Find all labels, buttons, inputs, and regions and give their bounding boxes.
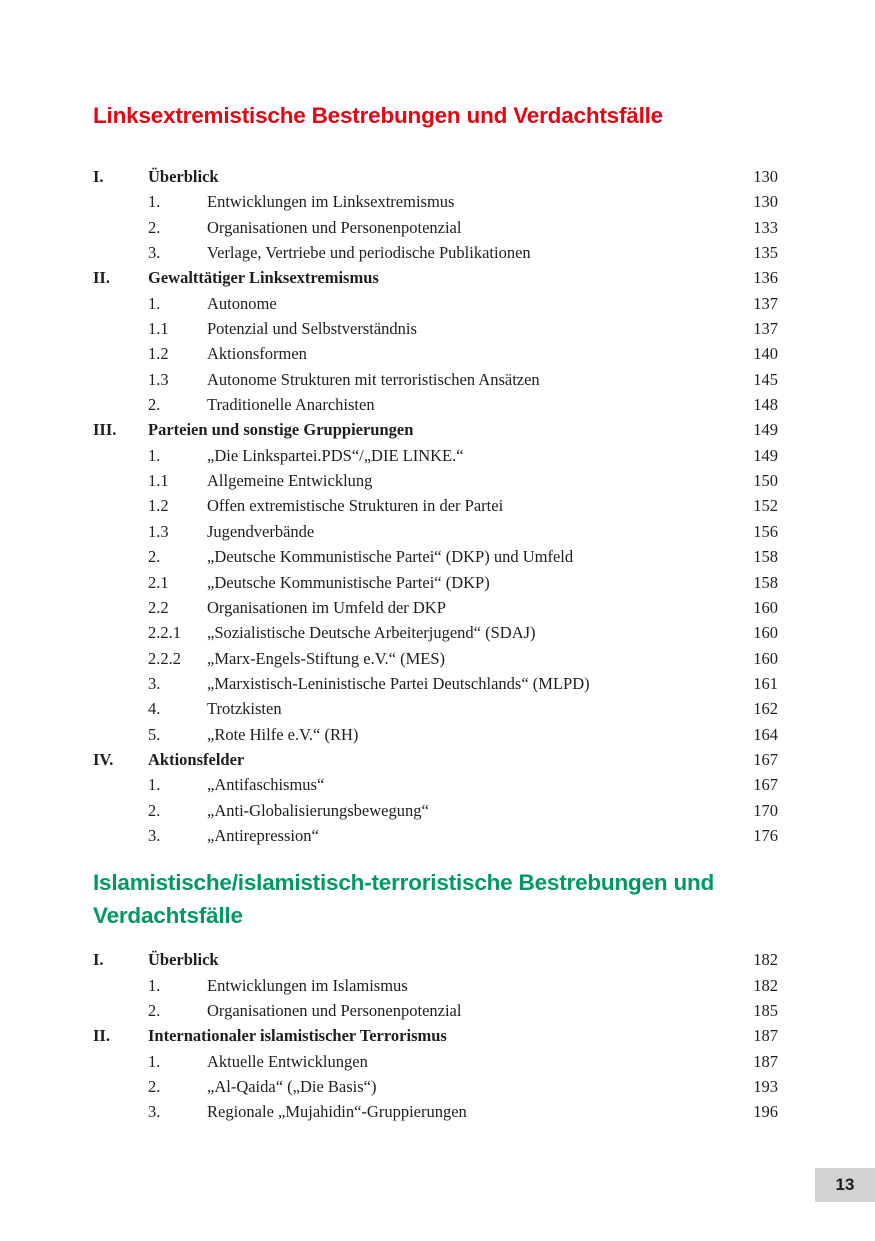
- toc-entry-label: Gewalttätiger Linksextremismus: [148, 268, 379, 288]
- toc-row: [93, 798, 778, 823]
- toc-entry-label: „Marxistisch-Leninistische Partei Deutschlands“ (MLPD): [207, 673, 590, 693]
- toc-row: [93, 823, 778, 848]
- toc-entry-label: „Al-Qaida“ („Die Basis“): [207, 1077, 377, 1096]
- toc-entry-label: „Rote Hilfe e.V.“ (RH): [207, 724, 359, 744]
- toc-row: [93, 570, 778, 595]
- toc-entry-page: 149: [753, 420, 778, 440]
- toc-row: [93, 620, 778, 645]
- toc-entry-label: Organisationen im Umfeld der DKP: [207, 597, 446, 617]
- toc-entry-page: 158: [753, 572, 778, 592]
- toc-entry-label: Aktuelle Entwicklungen: [207, 1051, 368, 1071]
- toc-row: [93, 316, 778, 341]
- toc-entry-page: 187: [753, 1026, 778, 1046]
- toc-entry-page: 156: [753, 521, 778, 541]
- toc-entry-page: 193: [753, 1077, 778, 1096]
- toc-entry-number: 1.3: [148, 521, 169, 541]
- toc-entry-label: Überblick: [148, 167, 219, 186]
- toc-entry-page: 196: [753, 1102, 778, 1122]
- toc-row: [93, 671, 778, 696]
- toc-entry-label: Aktionsformen: [207, 344, 307, 364]
- toc-entry-page: 148: [753, 395, 778, 415]
- toc-entry-page: 182: [753, 975, 778, 995]
- toc-entry-label: Entwicklungen im Linksextremismus: [207, 192, 455, 212]
- toc-row: [93, 722, 778, 747]
- toc-entry-label: Verlage, Vertriebe und periodische Publikationen: [207, 243, 531, 263]
- toc-row: [93, 646, 778, 671]
- section-title-linksextremismus: Linksextremistische Bestrebungen und Verdachtsfälle: [93, 103, 663, 128]
- toc-entry-number: 1.: [148, 445, 161, 465]
- toc-entry-number: 2.: [148, 217, 161, 237]
- page-number-badge: 13: [815, 1168, 875, 1202]
- toc-entry-label: Organisationen und Personenpotenzial: [207, 217, 462, 237]
- toc-entry-label: „Sozialistische Deutsche Arbeiterjugend“ (SDAJ): [207, 623, 536, 643]
- toc-entry-number: 1.3: [148, 369, 169, 389]
- toc-list-islamismus: [93, 947, 778, 1124]
- toc-row: [93, 595, 778, 620]
- toc-entry-label: „Antirepression“: [207, 825, 319, 845]
- toc-entry-page: 130: [753, 167, 778, 186]
- toc-entry-page: 167: [753, 775, 778, 795]
- toc-entry-number: 2.: [148, 395, 161, 415]
- toc-entry-page: 152: [753, 496, 778, 516]
- toc-entry-number: I.: [93, 950, 104, 970]
- toc-row: [93, 947, 778, 972]
- toc-row: [93, 189, 778, 214]
- toc-entry-page: 145: [753, 369, 778, 389]
- toc-row: [93, 443, 778, 468]
- toc-row: [93, 341, 778, 366]
- toc-entry-label: Autonome Strukturen mit terroristischen Ansätzen: [207, 369, 540, 389]
- toc-entry-number: 4.: [148, 699, 161, 719]
- toc-entry-number: 3.: [148, 1102, 161, 1122]
- toc-entry-page: 160: [753, 648, 778, 668]
- toc-entry-label: Regionale „Mujahidin“-Gruppierungen: [207, 1102, 467, 1122]
- toc-entry-number: 1.: [148, 1051, 161, 1071]
- toc-entry-number: II.: [93, 268, 110, 288]
- toc-entry-number: 1.1: [148, 471, 169, 491]
- toc-entry-page: 137: [753, 293, 778, 313]
- toc-entry-number: 1.2: [148, 496, 169, 516]
- toc-row: [93, 392, 778, 417]
- toc-entry-page: 158: [753, 547, 778, 567]
- toc-entry-page: 140: [753, 344, 778, 364]
- toc-entry-number: III.: [93, 420, 117, 440]
- toc-entry-page: 150: [753, 471, 778, 491]
- toc-entry-label: Autonome: [207, 293, 277, 313]
- toc-page: [93, 0, 778, 1125]
- toc-entry-page: 162: [753, 699, 778, 719]
- toc-entry-number: 1.: [148, 293, 161, 313]
- toc-row: [93, 519, 778, 544]
- toc-entry-label: „Deutsche Kommunistische Partei“ (DKP) und Umfeld: [207, 547, 574, 567]
- toc-entry-label: Aktionsfelder: [148, 749, 245, 769]
- toc-row: [93, 772, 778, 797]
- toc-entry-number: 1.2: [148, 344, 169, 364]
- toc-row: [93, 265, 778, 290]
- toc-entry-number: 3.: [148, 243, 161, 263]
- toc-entry-label: „Anti-Globalisierungsbewegung“: [207, 800, 429, 820]
- toc-entry-number: 2.: [148, 1077, 161, 1096]
- toc-entry-number: 1.1: [148, 319, 169, 339]
- toc-entry-label: Überblick: [148, 950, 219, 970]
- toc-entry-number: 1.: [148, 192, 161, 212]
- toc-entry-page: 160: [753, 597, 778, 617]
- toc-entry-number: 1.: [148, 975, 161, 995]
- toc-entry-number: 5.: [148, 724, 161, 744]
- toc-entry-label: „Marx-Engels-Stiftung e.V.“ (MES): [207, 648, 445, 668]
- toc-entry-label: „Antifaschismus“: [207, 775, 325, 795]
- toc-entry-number: 2.2.2: [148, 648, 181, 668]
- toc-entry-page: 161: [753, 673, 778, 693]
- toc-entry-number: II.: [93, 1026, 110, 1046]
- toc-row: [93, 240, 778, 265]
- toc-row: [93, 468, 778, 493]
- toc-entry-page: 176: [753, 825, 778, 845]
- toc-entry-number: 2.: [148, 800, 161, 820]
- toc-entry-page: 136: [753, 268, 778, 288]
- toc-entry-label: Traditionelle Anarchisten: [207, 395, 375, 415]
- toc-entry-label: Organisationen und Personenpotenzial: [207, 1000, 462, 1020]
- toc-row: [93, 493, 778, 518]
- toc-entry-page: 133: [753, 217, 778, 237]
- toc-entry-page: 187: [753, 1051, 778, 1071]
- toc-entry-label: Allgemeine Entwicklung: [207, 471, 373, 491]
- toc-row: [93, 1049, 778, 1074]
- toc-entry-label: Internationaler islamistischer Terrorismus: [148, 1026, 447, 1046]
- toc-entry-page: 135: [753, 243, 778, 263]
- toc-entry-label: Offen extremistische Strukturen in der Partei: [207, 496, 504, 516]
- toc-entry-page: 170: [753, 800, 778, 820]
- toc-entry-page: 130: [753, 192, 778, 212]
- toc-row: [93, 291, 778, 316]
- toc-entry-page: 164: [753, 724, 778, 744]
- toc-row: [93, 164, 778, 189]
- toc-row: [93, 417, 778, 442]
- toc-section-islamismus: [93, 866, 778, 1124]
- toc-entry-page: 185: [753, 1000, 778, 1020]
- toc-entry-number: IV.: [93, 749, 114, 769]
- toc-entry-number: 1.: [148, 775, 161, 795]
- toc-row: [93, 544, 778, 569]
- toc-entry-number: 2.: [148, 547, 161, 567]
- toc-entry-page: 167: [753, 749, 778, 769]
- toc-row: [93, 747, 778, 772]
- toc-entry-label: „Deutsche Kommunistische Partei“ (DKP): [207, 572, 490, 592]
- toc-entry-page: 182: [753, 950, 778, 970]
- section-title-islamismus: Islamistische/islamistisch-terroristische Bestrebungen und Verdachtsfälle: [93, 870, 715, 929]
- toc-list-linksextremismus: [93, 164, 778, 848]
- toc-entry-number: 2.1: [148, 572, 169, 592]
- toc-entry-page: 160: [753, 623, 778, 643]
- toc-section-linksextremismus: [93, 100, 778, 848]
- toc-entry-number: 2.2: [148, 597, 169, 617]
- toc-row: [93, 215, 778, 240]
- toc-entry-label: Entwicklungen im Islamismus: [207, 975, 408, 995]
- toc-row: [93, 998, 778, 1023]
- toc-row: [93, 1099, 778, 1124]
- toc-entry-number: I.: [93, 167, 104, 186]
- toc-row: [93, 367, 778, 392]
- toc-row: [93, 696, 778, 721]
- toc-entry-label: Potenzial und Selbstverständnis: [207, 319, 417, 339]
- toc-entry-page: 149: [753, 445, 778, 465]
- toc-entry-number: 3.: [148, 673, 161, 693]
- toc-entry-number: 3.: [148, 825, 161, 845]
- toc-entry-page: 137: [753, 319, 778, 339]
- toc-entry-number: 2.2.1: [148, 623, 181, 643]
- toc-entry-label: Trotzkisten: [207, 699, 282, 719]
- toc-entry-label: Parteien und sonstige Gruppierungen: [148, 420, 414, 440]
- toc-row: [93, 973, 778, 998]
- toc-row: [93, 1023, 778, 1048]
- toc-entry-label: Jugendverbände: [207, 521, 315, 541]
- toc-row: [93, 1074, 778, 1099]
- toc-entry-label: „Die Linkspartei.PDS“/„DIE LINKE.“: [207, 445, 464, 465]
- toc-entry-number: 2.: [148, 1000, 161, 1020]
